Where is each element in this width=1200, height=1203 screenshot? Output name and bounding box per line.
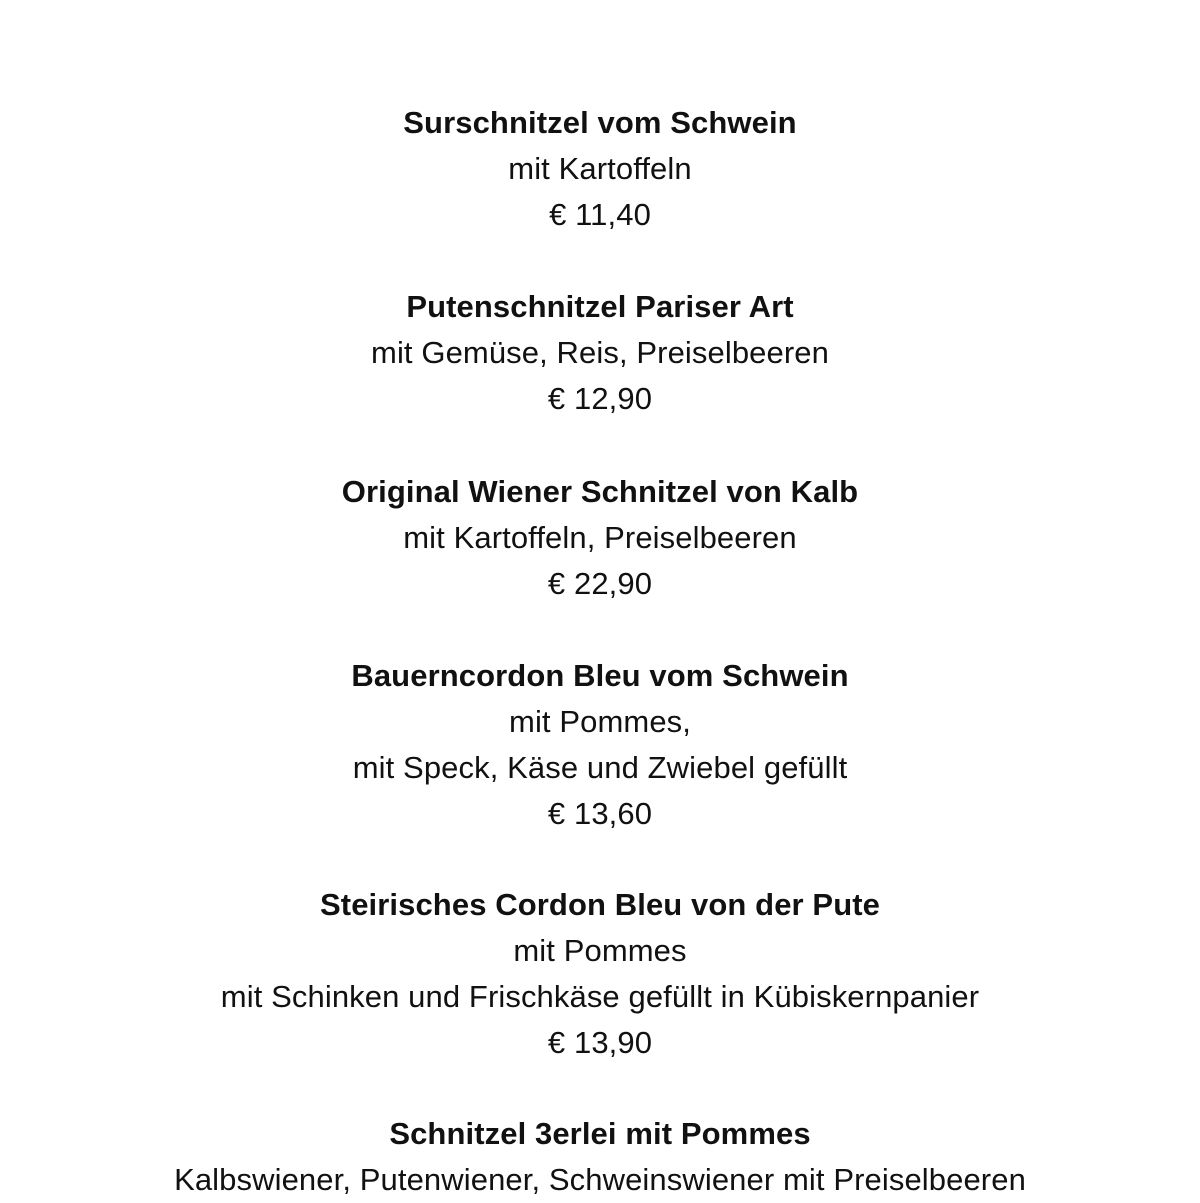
- dish-description: mit Schinken und Frischkäse gefüllt in Kübiskernpanier: [220, 979, 980, 1014]
- menu-item: [0, 653, 1200, 837]
- dish-title: Bauerncordon Bleu vom Schwein: [351, 658, 849, 693]
- dish-price: € 13,60: [547, 796, 653, 831]
- menu-item: [0, 1111, 1200, 1203]
- dish-title: Putenschnitzel Pariser Art: [406, 289, 794, 324]
- dish-price: € 13,90: [547, 1025, 653, 1060]
- dish-price: € 11,40: [549, 197, 651, 232]
- dish-price: € 12,90: [547, 381, 653, 416]
- menu-item: [0, 882, 1200, 1066]
- dish-title: Original Wiener Schnitzel von Kalb: [341, 474, 859, 509]
- dish-description: mit Pommes,: [509, 704, 691, 739]
- dish-title: Steirisches Cordon Bleu von der Pute: [320, 887, 880, 922]
- dish-description: mit Kartoffeln: [508, 151, 692, 186]
- dish-title: Surschnitzel vom Schwein: [403, 105, 797, 140]
- dish-title: Schnitzel 3erlei mit Pommes: [389, 1116, 811, 1151]
- dish-description: Kalbswiener, Putenwiener, Schweinswiener mit Preiselbeeren: [174, 1162, 1026, 1197]
- dish-description: mit Pommes: [513, 933, 687, 968]
- dish-description: mit Gemüse, Reis, Preiselbeeren: [371, 335, 829, 370]
- dish-description: mit Kartoffeln, Preiselbeeren: [403, 520, 797, 555]
- dish-price: € 22,90: [547, 566, 653, 601]
- dish-description: mit Speck, Käse und Zwiebel gefüllt: [352, 750, 848, 785]
- menu-item: [0, 284, 1200, 422]
- menu-item: [0, 469, 1200, 607]
- menu-item: [0, 100, 1200, 238]
